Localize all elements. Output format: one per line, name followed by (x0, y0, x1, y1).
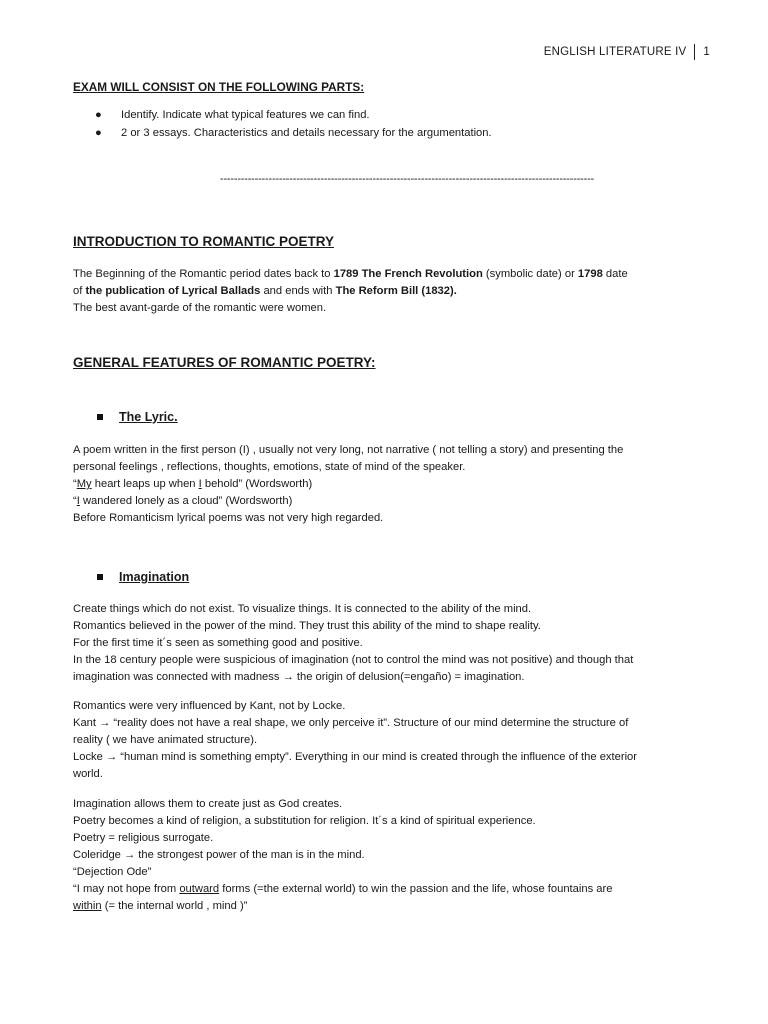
exam-heading: EXAM WILL CONSIST ON THE FOLLOWING PARTS: (73, 80, 365, 94)
lyric-quote-2: “I wandered lonely as a cloud” (Wordsworth) (73, 495, 293, 507)
page-number: 1 (703, 46, 710, 58)
imagination-paragraph-3: Imagination allows them to create just as God creates. Poetry becomes a kind of religion, a substitution for religion. It´s a kind of spiritual experience. Poetry = religious surrogate. Coleridge → the strongest power of the man is in the mind. “Dejection Ode” “I may not hope from outward forms (=the external world) to win the passion and the life, whose fountains are within (= the internal world , mind )” (73, 796, 708, 915)
lyric-paragraph (73, 442, 708, 527)
intro-line-2: of the publication of Lyrical Ballads and ends with The Reform Bill (1832). (73, 285, 457, 297)
exam-bullet-2: ● 2 or 3 essays. Characteristics and details necessary for the argumentation. (95, 127, 492, 139)
header-divider (694, 44, 695, 60)
bullet-dot-icon: ● (95, 109, 102, 121)
imagination-subheading: Imagination (97, 570, 189, 584)
separator-line: ------------------------------------------------------------------------------------------------------------ (220, 173, 595, 185)
general-heading: GENERAL FEATURES OF ROMANTIC POETRY: (73, 355, 376, 370)
coleridge-quote-line-2: within (= the internal world , mind )” (73, 900, 248, 912)
exam-bullet-1: ● Identify. Indicate what typical features we can find. (95, 109, 370, 121)
imagination-paragraph-2: Romantics were very influenced by Kant, not by Locke. Kant → “reality does not have a real shape, we only perceive it”. Structure of our mind determine the structure of reality ( we have animated structure). Locke → “human mind is something empty”. Everything in our mind is created through the influence of the exterior world. (73, 700, 638, 780)
lyric-line-1: A poem written in the first person (I) , usually not very long, not narrative ( not telling a story) and presenting the (73, 444, 624, 456)
page-header (544, 44, 710, 60)
lyric-line-2: personal feelings , reflections, thoughts, emotions, state of mind of the speaker. (73, 461, 466, 473)
lyric-quote-1: “My heart leaps up when I behold” (Wordsworth) (73, 478, 313, 490)
square-bullet-icon (97, 574, 103, 580)
square-bullet-icon (97, 414, 103, 420)
intro-paragraph (73, 266, 708, 317)
imagination-paragraph-1: Create things which do not exist. To visualize things. It is connected to the ability of the mind. Romantics believed in the power of the mind. They trust this ability of the mind to shape reality. For the first time it´s seen as something good and positive. In the 18 century people were suspicious of imagination (not to control the mind was not positive) and though that imagination was connected with madness → the origin of delusion(=engaño) = imagination. (73, 603, 634, 683)
lyric-line-5: Before Romanticism lyrical poems was not very high regarded. (73, 512, 384, 524)
lyric-subheading: The Lyric. (97, 410, 178, 424)
header-title: ENGLISH LITERATURE IV (543, 46, 687, 58)
coleridge-quote-line-1: “I may not hope from outward forms (=the external world) to win the passion and the life, whose fountains are (73, 883, 613, 895)
intro-line-3: The best avant-garde of the romantic were women. (73, 302, 327, 314)
bullet-dot-icon: ● (95, 127, 102, 139)
intro-heading: INTRODUCTION TO ROMANTIC POETRY (73, 234, 334, 249)
intro-line-1: The Beginning of the Romantic period dates back to 1789 The French Revolution (symbolic date) or 1798 date (73, 268, 628, 280)
